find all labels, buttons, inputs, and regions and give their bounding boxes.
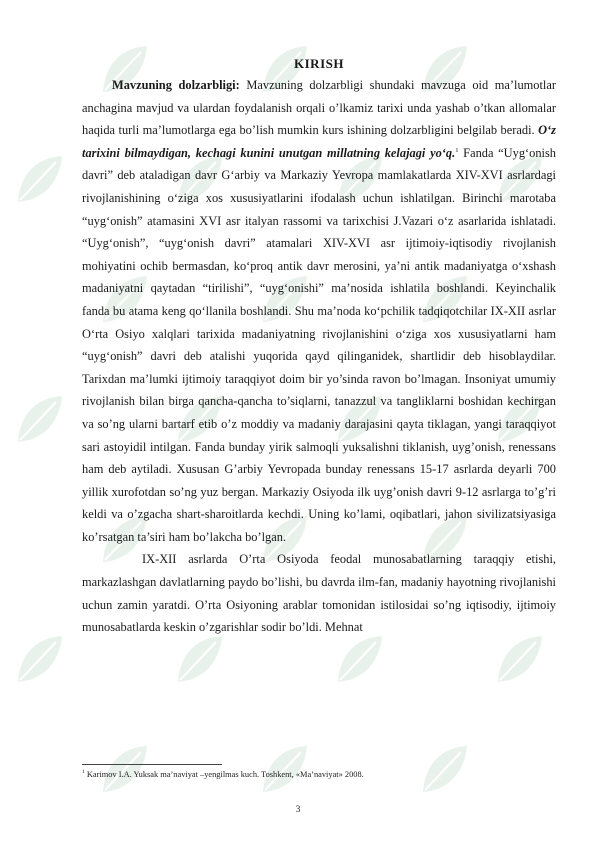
emphasis-quote: O‘z tarixini bilmaydigan, kechagi kunini unutgan millatning kelajagi yo‘q <box>82 123 556 160</box>
emphasis-end: . <box>452 145 456 160</box>
leaf-logo-icon <box>415 740 475 800</box>
leaf-logo-icon <box>170 630 230 690</box>
footnote-divider <box>82 764 222 765</box>
footnote-ref[interactable]: 1 <box>455 146 459 154</box>
leaf-logo-icon <box>10 630 70 690</box>
page-number: 3 <box>295 805 301 815</box>
paragraph-text-continued: Fanda “Uyg‘onish davri” deb ataladigan davr G‘arbiy va Markaziy Yevropa mamlakatlarda XIV-XVI asrlardagi rivojlanishining o‘ziga xos xususiyatlarini ifodalash uchun ishlatilgan. Birinchi marotaba “uyg‘onish” atamasini XVI asr italyan rassomi va tarixchisi J.Vazari o‘z asarlarida ishlatadi. “Uyg‘onish”, “uyg‘onish davri” atamalari XIV-XVI asr ijtimoiy-iqtisodiy rivojlanish mohiyatini ochib bermasdan, ko‘proq antik davr merosini, ya’ni antik madaniyatga o‘xshash madaniyatni qaytadan “tirilishi”, “uyg‘onishi” ma’nosida ishlatila boshlandi. Keyinchalik fanda bu atama keng qo‘llanila boshlandi. Shu ma’noda ko‘pchilik tadqiqotchilar IX-XII asrlar O‘rta Osiyo xalqlari tarixida madaniyatning rivojlanishini o‘ziga xos xususiyatlarni ham “uyg‘onish” davri deb atalishi yuqorida qayd qilinganidek, shartlidir deb hisoblaydilar. Tarixdan ma’lumki ijtimoiy taraqqiyot doim bir yo’sinda ravon bo’lmagan. Insoniyat umumiy rivojlanish bilan birga qancha-qancha to’siqlarni, tanazzul va tangliklarni boshidan kechirgan va so’ng ularni bartarf etib o’z moddiy va madaniy darajasini qayta tiklagan, yangi taraqqiyot sari astoyidil intilgan. Fanda bunday yirik salmoqli yuksalishni tiklanish, uyg’onish, renessans ham deb aytiladi. Xususan G’arbiy Yevropada bunday renessans 15-17 asrlarda deyarli 700 yillik xurofotdan so’ng yuz bergan. Markaziy Osiyoda ilk uyg’onish davri 9-12 asrlarga to’g’ri keldi va o’zgacha shart-sharoitlarda kechdi. Uning ko’lami, oqibatlari, jahon sivilizatsiyasiga ko’rsatgan ta’siri ham bo’lakcha bo’lgan. <box>82 145 556 544</box>
paragraph-2: IX-XII asrlarda O’rta Osiyoda feodal munosabatlarning taraqqiy etishi, markazlashgan davlatlarning paydo bo’lishi, bu davrda ilm-fan, madaniy hayotning rivojlanishi uchun zamin yaratdi. O’rta Osiyoning arablar tomonidan istilosidai so’ng iqtisodiy, ijtimoiy munosabatlarda keskin o’zgarishlar sodir bo’ldi. Mehnat <box>82 552 556 635</box>
leaf-logo-icon <box>330 630 390 690</box>
footnote-mark: 1 <box>82 769 85 776</box>
page-title: KIRISH <box>294 56 344 71</box>
paragraph-1 <box>82 74 556 548</box>
leaf-logo-icon <box>10 390 70 450</box>
page-content <box>82 54 556 639</box>
leaf-logo-icon <box>490 630 550 690</box>
paragraph-lead: Mavzuning dolzarbligi: <box>112 78 240 92</box>
footnote <box>82 769 364 780</box>
leaf-logo-icon <box>10 150 70 210</box>
paragraph-text: Mavzuning dolzarbligi shundaki mavzuga oid ma’lumotlar anchagina mavjud va ulardan foydalanish orqali o’lkamiz tarixi unda yashab o’tkan allomalar haqida turli ma’lumotlarga ega bo’lish mumkin kurs ishining dolzarbligini belgilab beradi. <box>82 78 556 138</box>
footnote-text: Karimov I.A. Yuksak ma’naviyat –yengilmas kuch. Toshkent, «Ma’naviyat» 2008. <box>84 770 364 779</box>
